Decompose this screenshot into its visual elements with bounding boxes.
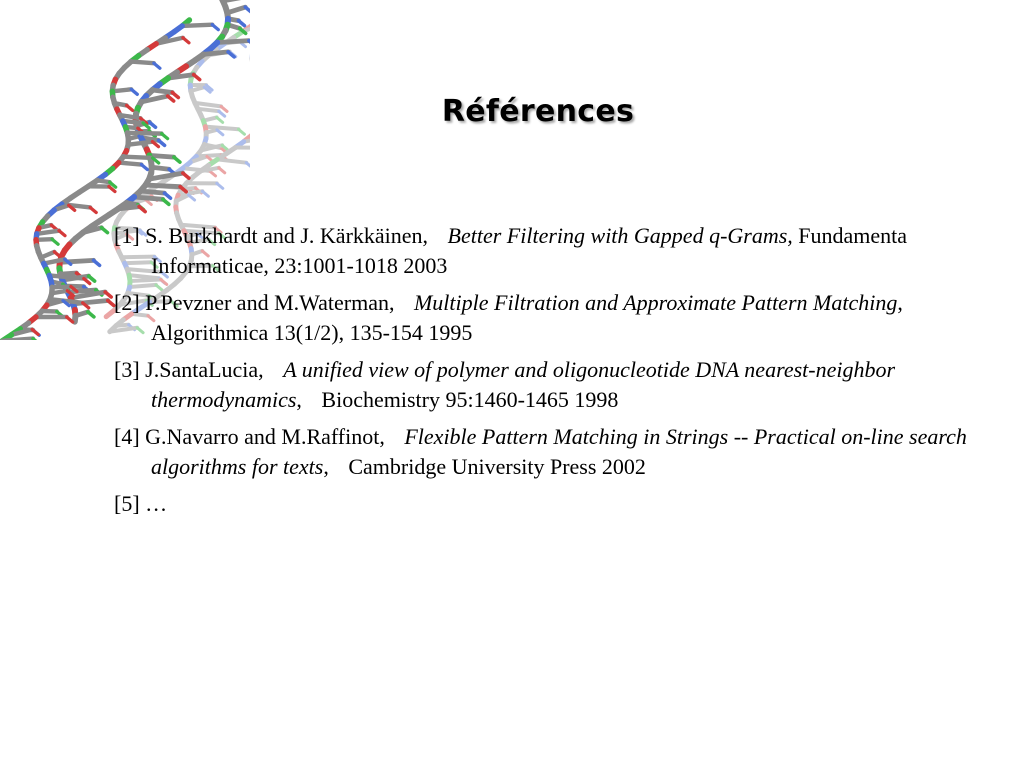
reference-number: [5]: [114, 491, 140, 516]
reference-title: Flexible Pattern Matching in Strings -- Practical on-line search algorithms for texts: [151, 424, 967, 479]
reference-venue: Algorithmica 13(1/2), 135-154 1995: [151, 320, 473, 345]
reference-item: [114, 288, 974, 348]
reference-authors: S. Burkhardt and J. Kärkkäinen,: [145, 223, 429, 248]
reference-punct: ,: [323, 454, 329, 479]
reference-authors: G.Navarro and M.Raffinot,: [145, 424, 385, 449]
reference-venue: Biochemistry 95:1460-1465 1998: [321, 387, 619, 412]
reference-number: [1]: [114, 223, 146, 248]
reference-authors: P.Pevzner and M.Waterman,: [145, 290, 395, 315]
reference-title: Better Filtering with Gapped q-Grams,: [447, 223, 793, 248]
reference-title: A unified view of polymer and oligonucleotide DNA nearest-neighbor thermodynamics: [151, 357, 896, 412]
reference-punct: ,: [897, 290, 903, 315]
reference-number: [3]: [114, 357, 140, 382]
reference-venue: Fundamenta Informaticae, 23:1001-1018 2003: [151, 223, 908, 278]
reference-list: [114, 221, 974, 526]
slide-title: Références: [441, 94, 635, 129]
reference-venue: Cambridge University Press 2002: [348, 454, 646, 479]
reference-authors: J.SantaLucia,: [145, 357, 264, 382]
reference-item: [114, 355, 974, 415]
reference-number: [2]: [114, 290, 146, 315]
reference-number: [4]: [114, 424, 140, 449]
reference-title: Multiple Filtration and Approximate Pattern Matching: [413, 290, 898, 315]
reference-item: [114, 422, 974, 482]
reference-item: [114, 221, 974, 281]
reference-punct: ,: [296, 387, 302, 412]
reference-authors: …: [145, 491, 168, 516]
reference-item: [114, 489, 974, 519]
